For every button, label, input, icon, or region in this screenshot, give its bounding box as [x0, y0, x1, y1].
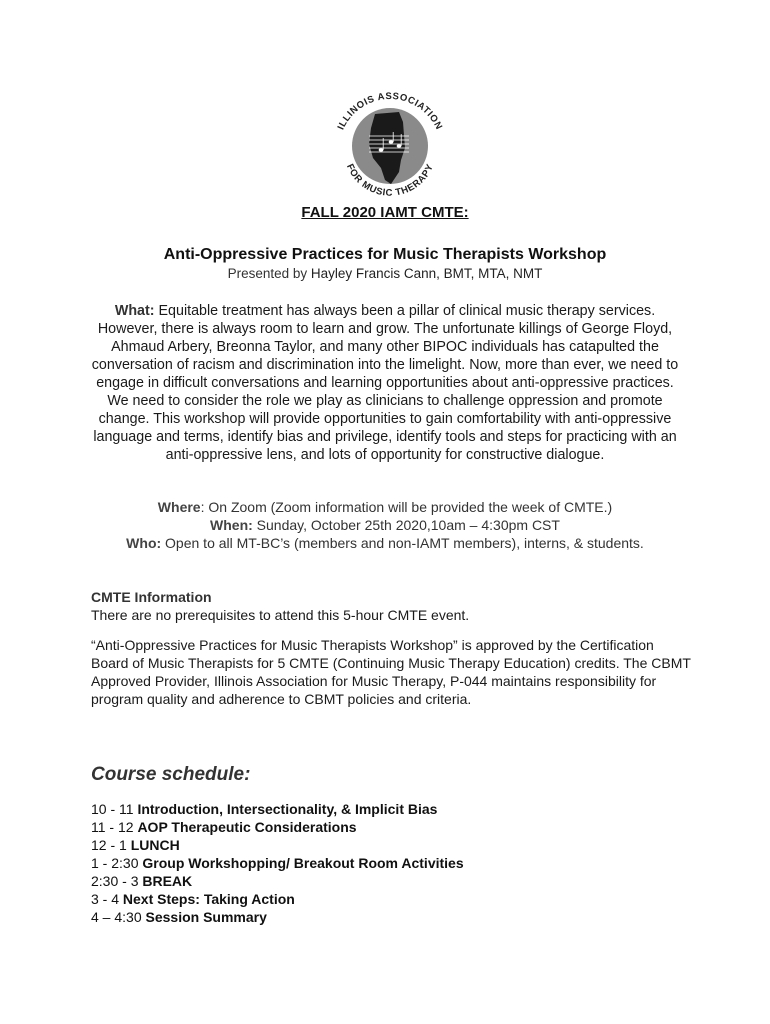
schedule-activity: LUNCH — [130, 837, 180, 853]
cmte-heading: CMTE Information — [91, 589, 212, 605]
where-text: : On Zoom (Zoom information will be provided the week of CMTE.) — [200, 499, 613, 515]
schedule-item — [91, 818, 691, 836]
event-title: FALL 2020 IAMT CMTE: — [301, 204, 469, 221]
schedule-time: 2:30 - 3 — [91, 873, 143, 889]
when-label: When: — [210, 517, 253, 533]
schedule-activity: AOP Therapeutic Considerations — [137, 819, 357, 835]
schedule-time: 12 - 1 — [91, 837, 131, 853]
presented-by-label: Presented by — [227, 266, 311, 281]
schedule-activity: Group Workshopping/ Breakout Room Activities — [142, 855, 464, 871]
schedule-time: 3 - 4 — [91, 891, 123, 907]
schedule-item — [91, 908, 691, 926]
schedule-time: 4 – 4:30 — [91, 909, 146, 925]
what-paragraph — [90, 302, 680, 464]
schedule-list — [91, 800, 691, 926]
cmte-prerequisites: There are no prerequisites to attend this 5-hour CMTE event. — [91, 607, 470, 623]
when-text: Sunday, October 25th 2020,10am – 4:30pm CST — [252, 517, 560, 533]
iamt-logo — [325, 88, 455, 206]
schedule-activity: Introduction, Intersectionality, & Implicit Bias — [137, 801, 438, 817]
schedule-item — [91, 836, 691, 854]
schedule-item — [91, 890, 691, 908]
svg-text:ILLINOIS ASSOCIATION: ILLINOIS ASSOCIATION — [335, 90, 445, 132]
what-text: Equitable treatment has always been a pillar of clinical music therapy services. However, there is always room to learn and grow. The unfortunate killings of George Floyd, Ahmaud Arbery, Breonna Taylor, and many other BIPOC individuals has catapulted the conversation of racism and discrimination into the limelight. Now, more than ever, we need to engage in difficult conversations and learning opportunities about anti-oppressive practices. We need to consider the role we play as clinicians to challenge oppression and promote change. This workshop will provide opportunities to gain comfortability with anti-oppressive language and terms, identify bias and privilege, identify tools and steps for practicing with an anti-oppressive lens, and lots of opportunity for constructive dialogue. — [91, 303, 679, 463]
who-text: Open to all MT-BC’s (members and non-IAMT members), interns, & students. — [161, 535, 644, 551]
where-line — [0, 498, 770, 516]
schedule-activity: BREAK — [142, 873, 193, 889]
schedule-activity: Session Summary — [145, 909, 267, 925]
presenter-line — [0, 266, 770, 281]
schedule-time: 11 - 12 — [91, 819, 138, 835]
schedule-time: 10 - 11 — [91, 801, 138, 817]
what-label: What: — [114, 303, 155, 319]
cmte-info-section — [91, 588, 691, 708]
schedule-time: 1 - 2:30 — [91, 855, 143, 871]
schedule-heading: Course schedule: — [91, 764, 251, 785]
who-line — [0, 534, 770, 552]
svg-text:FOR MUSIC THERAPY: FOR MUSIC THERAPY — [343, 162, 437, 199]
presenter-name: Hayley Francis Cann, BMT, MTA, NMT — [310, 266, 543, 281]
schedule-activity: Next Steps: Taking Action — [122, 891, 295, 907]
schedule-item — [91, 872, 691, 890]
who-label: Who: — [126, 535, 162, 551]
when-line — [0, 516, 770, 534]
cmte-approval-text: “Anti-Oppressive Practices for Music Therapists Workshop” is approved by the Certification Board of Music Therapists for 5 CMTE (Continuing Music Therapy Education) credits. The CBMT Approved Provider, Illinois Association for Music Therapy, P-044 maintains responsibility for program quality and adherence to CBMT policies and criteria. — [91, 637, 691, 707]
event-logistics — [0, 498, 770, 552]
workshop-title: Anti-Oppressive Practices for Music Therapists Workshop — [163, 246, 607, 263]
where-label: Where — [157, 499, 201, 515]
schedule-item — [91, 854, 691, 872]
schedule-item — [91, 800, 691, 818]
